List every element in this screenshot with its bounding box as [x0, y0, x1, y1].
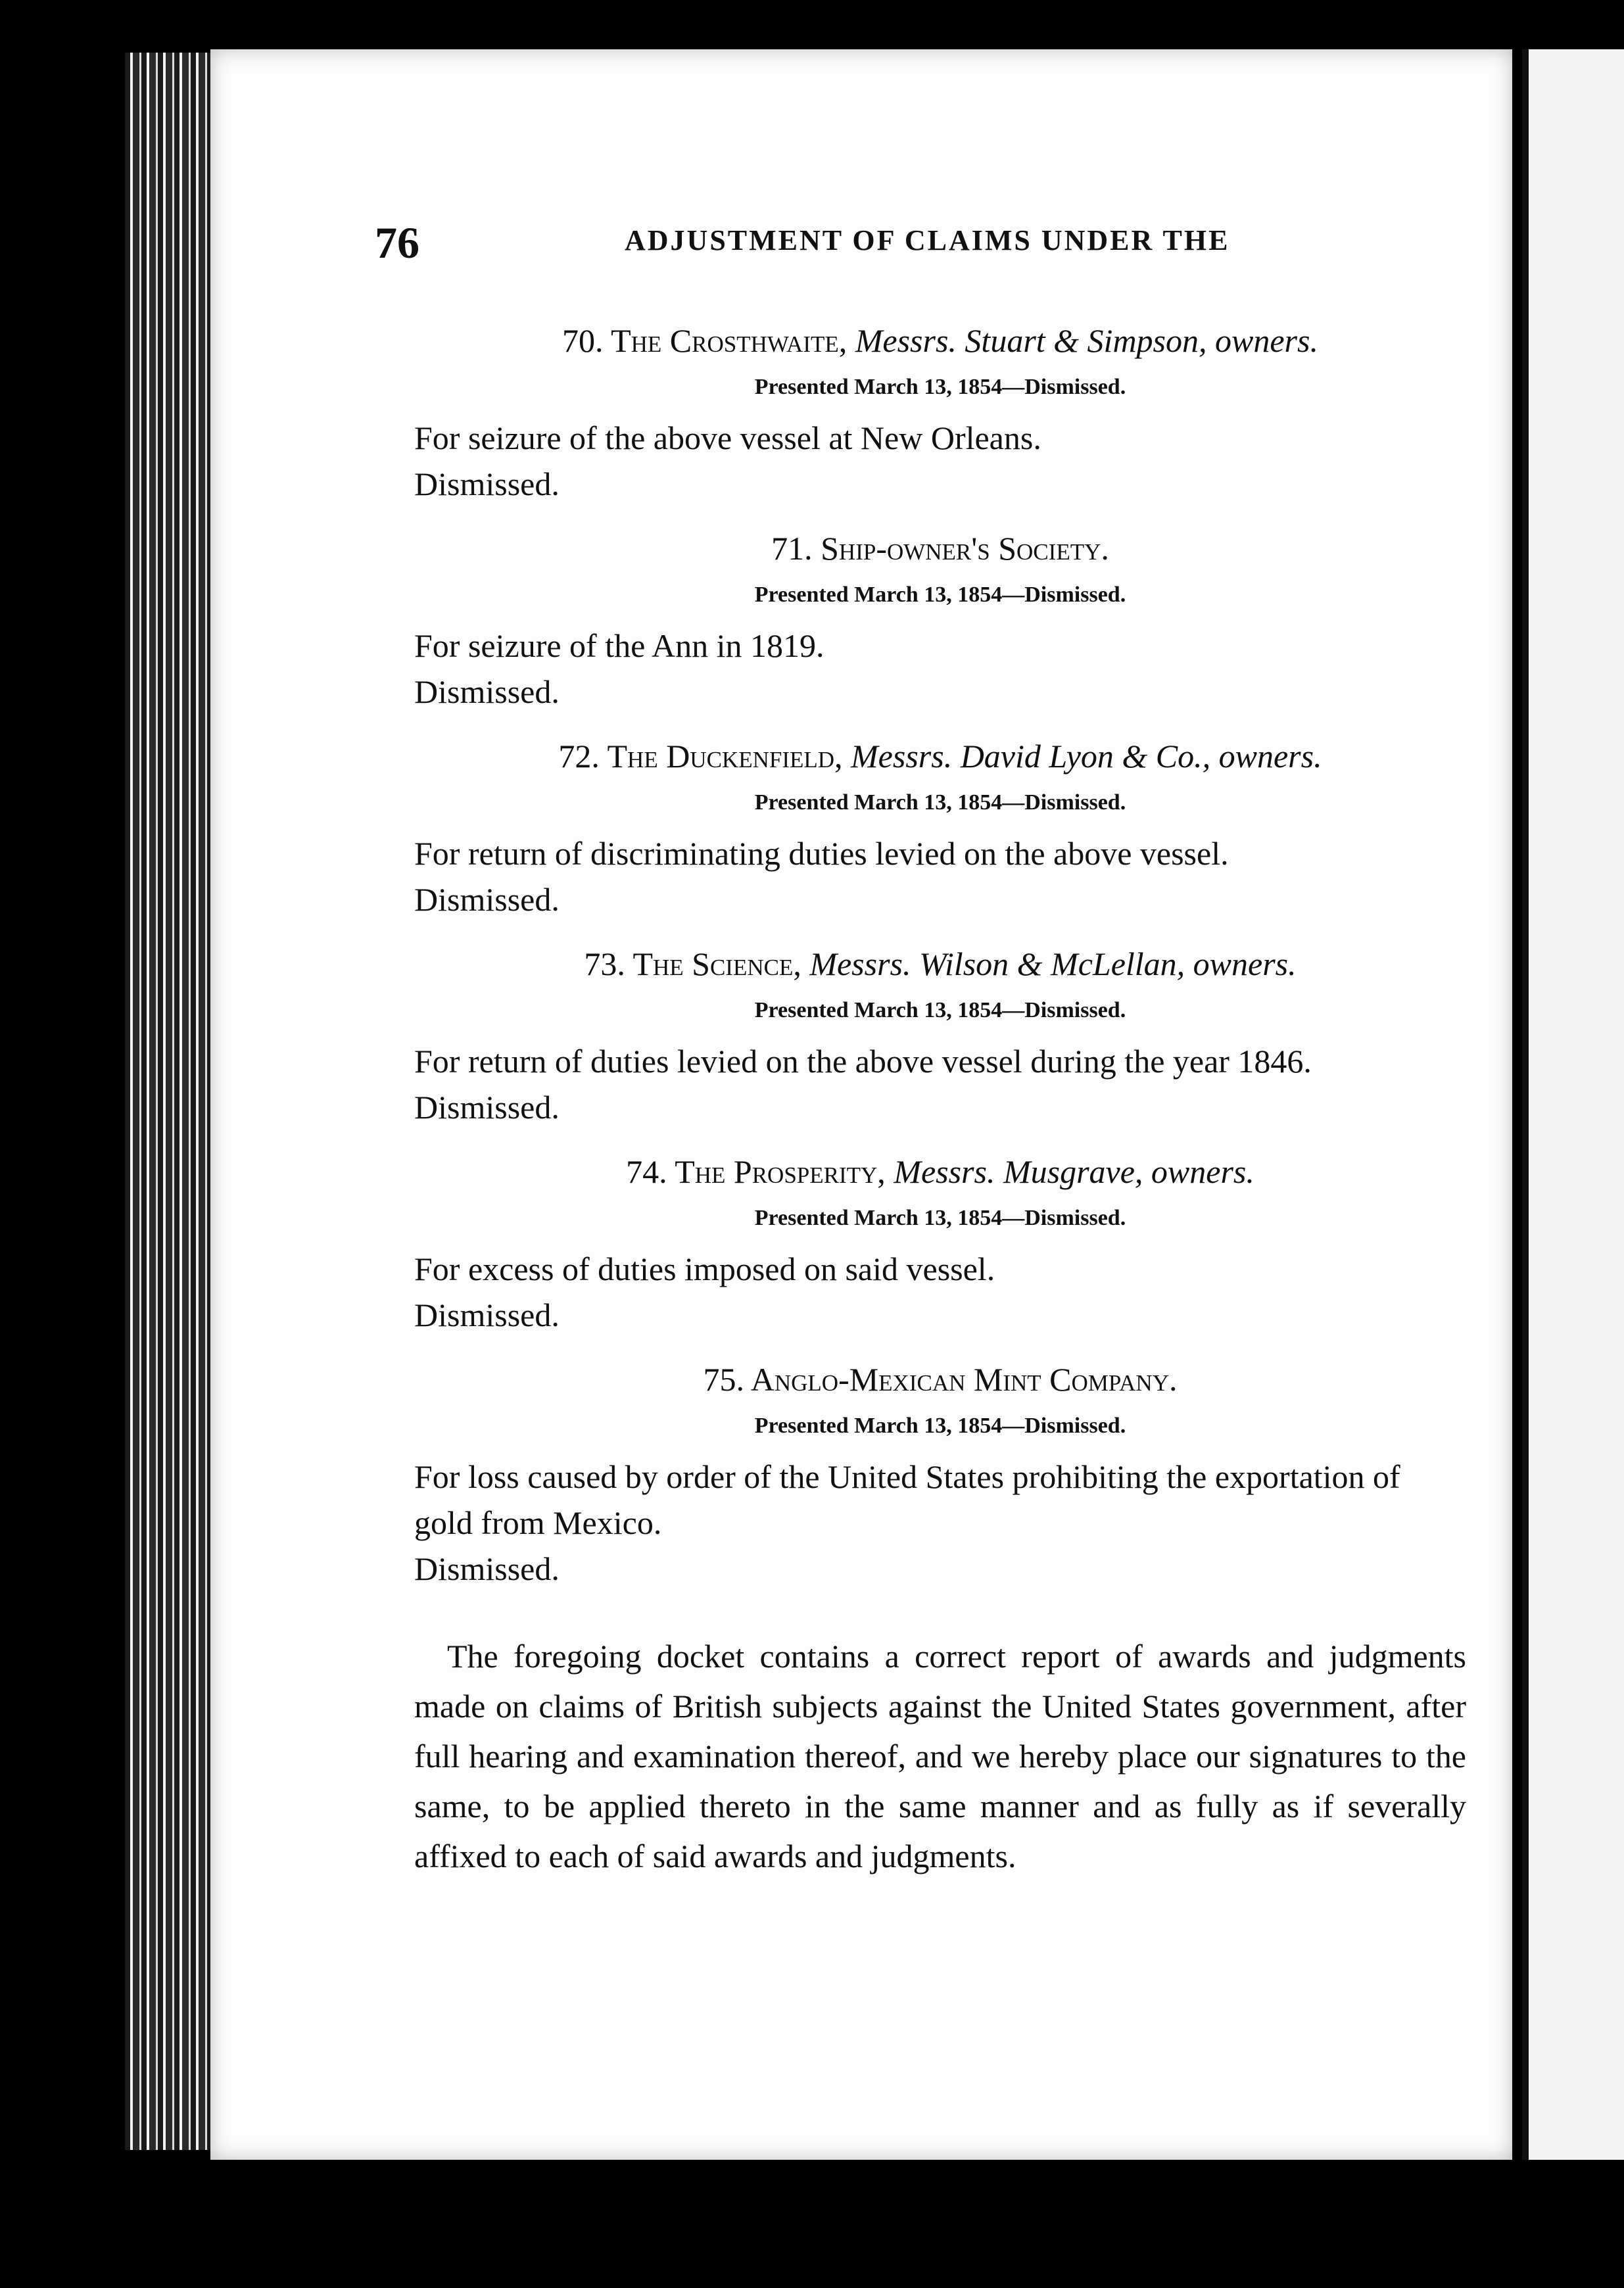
claimant-name: Anglo-Mexican Mint Company. [750, 1361, 1178, 1398]
owners: Messrs. David Lyon & Co., owners. [851, 738, 1322, 775]
entry-number: 73. [584, 945, 625, 982]
running-head: ADJUSTMENT OF CLAIMS UNDER THE [625, 224, 1230, 256]
claim-entry-70 [414, 319, 1466, 507]
closing-paragraph: The foregoing docket contains a correct report of awards and judgments made on claims of British subjects against the United States government, after full hearing and examination thereof, and we hereby place our signatures to the same, to be applied thereto in the same manner and as fully as if severally affixed to each of said awards and judgments. [414, 1638, 1466, 1874]
page-header [375, 217, 1282, 270]
claim-entry-71 [414, 527, 1466, 715]
page-number: 76 [375, 218, 419, 268]
page-content [414, 319, 1466, 1881]
entry-title [414, 734, 1466, 778]
claim-result: Dismissed. [414, 1297, 560, 1333]
presented-date: Presented March 13, 1854—Dismissed. [754, 583, 1126, 607]
book-page [210, 49, 1512, 2160]
claim-result: Dismissed. [414, 673, 560, 710]
owners: Messrs. Musgrave, owners. [894, 1153, 1254, 1190]
vessel-name: The Crosthwaite, [611, 322, 848, 359]
entry-title [414, 1150, 1466, 1193]
claim-entry-73 [414, 942, 1466, 1130]
entry-title [414, 527, 1466, 570]
facing-page-edge [1522, 49, 1624, 2160]
claim-entry-74 [414, 1150, 1466, 1338]
entry-number: 75. [703, 1361, 744, 1398]
claim-result: Dismissed. [414, 881, 560, 918]
vessel-name: The Duckenfield, [607, 738, 843, 775]
presented-date: Presented March 13, 1854—Dismissed. [754, 375, 1126, 399]
claim-entry-72 [414, 734, 1466, 922]
claim-description: For return of duties levied on the above vessel during the year 1846. [414, 1043, 1312, 1080]
vessel-name: The Prosperity, [675, 1153, 886, 1190]
entry-number: 74. [626, 1153, 667, 1190]
owners: Messrs. Stuart & Simpson, owners. [855, 322, 1318, 359]
claim-description: For seizure of the Ann in 1819. [414, 627, 824, 664]
claim-description: For seizure of the above vessel at New Orleans. [414, 419, 1041, 456]
claim-description: For return of discriminating duties levied on the above vessel. [414, 835, 1229, 872]
presented-date: Presented March 13, 1854—Dismissed. [754, 998, 1126, 1022]
claim-entry-75 [414, 1358, 1466, 1592]
claim-description: For excess of duties imposed on said vessel. [414, 1251, 995, 1287]
claim-result: Dismissed. [414, 1089, 560, 1126]
claim-description: For loss caused by order of the United States prohibiting the exportation of gold from Mexico. [414, 1458, 1400, 1541]
presented-date: Presented March 13, 1854—Dismissed. [754, 1414, 1126, 1438]
entry-title [414, 1358, 1466, 1401]
entry-title [414, 942, 1466, 986]
owners: Messrs. Wilson & McLellan, owners. [809, 945, 1297, 982]
entry-number: 70. [562, 322, 604, 359]
entry-number: 72. [558, 738, 600, 775]
vessel-name: The Science, [633, 945, 801, 982]
claim-result: Dismissed. [414, 1550, 560, 1587]
presented-date: Presented March 13, 1854—Dismissed. [754, 1206, 1126, 1230]
claimant-name: Ship-owner's Society. [821, 530, 1109, 567]
claim-result: Dismissed. [414, 465, 560, 502]
book-spine-edges [125, 53, 224, 2150]
entry-title [414, 319, 1466, 362]
entry-number: 71. [771, 530, 813, 567]
presented-date: Presented March 13, 1854—Dismissed. [754, 790, 1126, 815]
